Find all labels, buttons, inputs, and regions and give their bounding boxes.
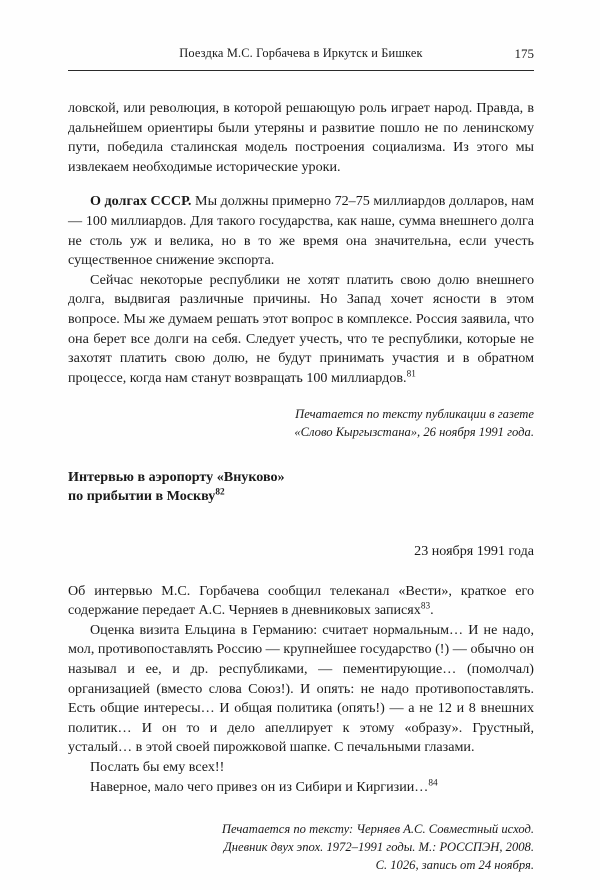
paragraph-republics-text: Сейчас некоторые республики не хотят платить свою долю внешнего долга, выдвигая различные причины. Но Запад хочет ясности в этом вопросе. Мы же думаем решать этот вопрос в комплексе. Россия заявила, что она берет все долги на себя. Следует учесть, что те республики, которые не захотят платить свою долю, не будут принимать участия и в обратном процессе, когда нам станут возвращать 100 миллиардов. bbox=[68, 271, 534, 386]
interview-paragraph-4 bbox=[68, 778, 534, 798]
final-source-line-2: Дневник двух эпох. 1972–1991 годы. М.: РОССПЭН, 2008. bbox=[223, 840, 534, 855]
section-title-line-2-text: по прибытии в Москву bbox=[68, 488, 216, 505]
footnote-ref-83: 83 bbox=[420, 601, 431, 612]
paragraph-republics bbox=[68, 271, 534, 389]
paragraph-continued bbox=[68, 99, 534, 177]
source-note-line-1: Печатается по тексту публикации в газете bbox=[295, 407, 534, 422]
page-number: 175 bbox=[514, 46, 534, 61]
section-title-line-2 bbox=[68, 487, 534, 507]
interview-body bbox=[68, 582, 534, 798]
paragraph-debts-runin: О долгах СССР. bbox=[90, 193, 192, 210]
source-note-line-2: «Слово Кыргызстана», 26 ноября 1991 года. bbox=[294, 424, 534, 439]
footnote-ref-82: 82 bbox=[215, 487, 225, 498]
final-source-line-1: Печатается по тексту: Черняев А.С. Совместный исход. bbox=[221, 822, 534, 837]
section-title-line-1: Интервью в аэропорту «Внуково» bbox=[68, 468, 285, 485]
interview-paragraph-1 bbox=[68, 582, 534, 621]
paragraph-debts-text: Мы должны примерно 72–75 миллиардов долларов, нам — 100 миллиардов. Для такого государства, как наше, сумма внешнего долга не столь уж и велика, но в то же время она значительна, если учесть существенное снижение экспорта. bbox=[68, 193, 534, 269]
interview-paragraph-4-text: Наверное, мало чего привез он из Сибири и Киргизии… bbox=[90, 778, 429, 795]
paragraph-debts bbox=[68, 192, 534, 270]
interview-paragraph-1-tail: . bbox=[430, 602, 434, 619]
running-head bbox=[68, 44, 534, 71]
interview-paragraph-1-text: Об интервью М.С. Горбачева сообщил телеканал «Вести», краткое его содержание передает А.С. Черняев в дневниковых записях bbox=[68, 582, 534, 619]
running-head-title: Поездка М.С. Горбачева в Иркутск и Бишкек bbox=[179, 46, 423, 60]
footnote-ref-84: 84 bbox=[428, 777, 438, 788]
section-title bbox=[68, 468, 534, 507]
page-content bbox=[68, 44, 534, 875]
final-source-line-3: С. 1026, запись от 24 ноября. bbox=[375, 857, 534, 872]
final-source-note bbox=[68, 821, 534, 874]
interview-paragraph-2: Оценка визита Ельцина в Германию: считает нормальным… И не надо, мол, противопоставлять Россию — крупнейшее государство (!) — обычно он называл и ее, и др. республиками, — пементирующие… (помолчал) организацией (вместо слова Союз!). И опять: не надо противопоставлять. Есть общие интересы… И общая политика (опять!) — а не 12 и 8 внешних политик… И он то и дело апеллирует к этому «образу». Грустный, усталый… в этой своей пирожковой шапке. С печальными глазами. bbox=[68, 621, 534, 756]
interview-paragraph-3: Послать бы ему всех!! bbox=[90, 759, 225, 776]
source-note bbox=[68, 406, 534, 441]
paragraph-continued-text: ловской, или революция, в которой решающую роль играет народ. Правда, в дальнейшем ориентиры были утеряны и развитие пошло не по ленинскому пути, победила сталинская модель построения социализма. Из этого мы извлекаем необходимые исторические уроки. bbox=[68, 100, 534, 175]
footnote-ref-81: 81 bbox=[406, 369, 416, 380]
dateline: 23 ноября 1991 года bbox=[414, 542, 534, 559]
